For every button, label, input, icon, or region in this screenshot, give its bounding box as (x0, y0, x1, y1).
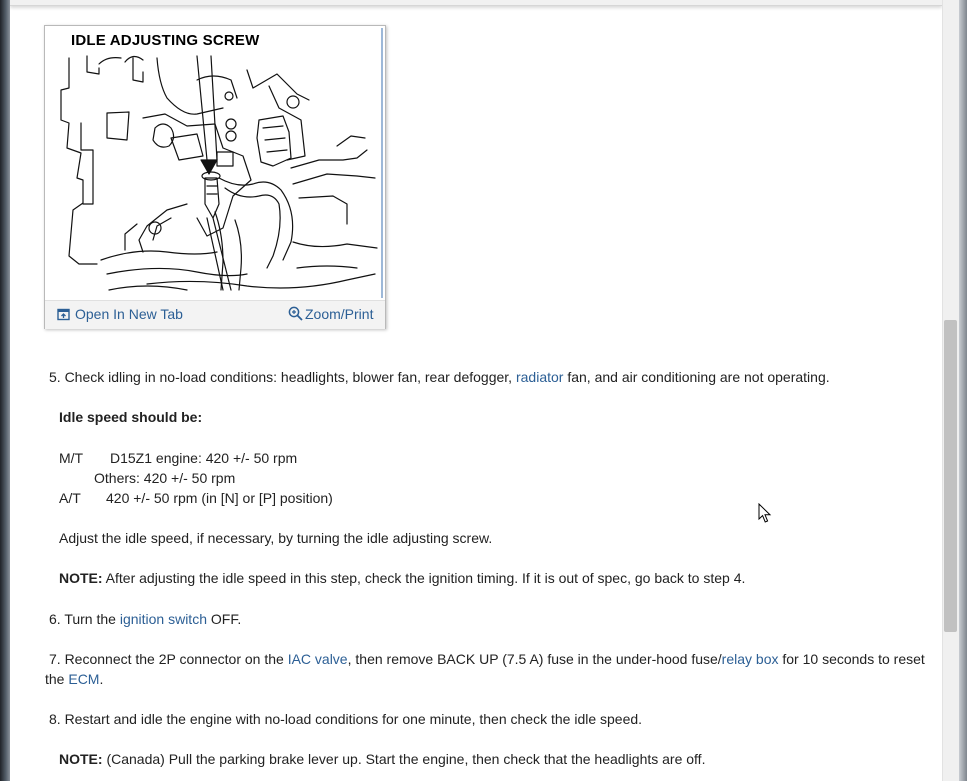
mt-label: M/T (59, 450, 84, 466)
mt-value: D15Z1 engine: 420 +/- 50 rpm (110, 450, 298, 466)
note-1-text: After adjusting the idle speed in this step, check the ignition timing. If it is out of spec, go back to step 4. (102, 570, 746, 586)
step-6-text-start: 6. Turn the (49, 611, 120, 627)
step-7-line-2-start: the (45, 671, 69, 687)
figure-card (44, 25, 386, 329)
at-label: A/T (59, 490, 81, 506)
window-left-edge (0, 0, 10, 781)
at-value: 420 +/- 50 rpm (in [N] or [P] position) (106, 490, 333, 506)
step-7-text-start: 7. Reconnect the 2P connector on the (49, 651, 288, 667)
zoom-print-button[interactable] (288, 304, 373, 322)
note-1-label: NOTE: (59, 570, 103, 586)
relay-box-link[interactable]: relay box (721, 651, 779, 667)
adjust-instruction: Adjust the idle speed, if necessary, by turning the idle adjusting screw. (59, 530, 493, 546)
others-value: Others: 420 +/- 50 rpm (94, 470, 236, 486)
figure-footer (45, 300, 385, 329)
magnifier-icon (288, 306, 303, 321)
figure-illustration[interactable] (47, 28, 383, 298)
step-7 (49, 649, 925, 669)
note-2 (59, 749, 705, 769)
step-7-text-middle: , then remove BACK UP (7.5 A) fuse in the under-hood fuse/ (347, 651, 722, 667)
note-2-text: (Canada) Pull the parking brake lever up. Start the engine, then check that the headlights are off. (102, 751, 706, 767)
step-7-line-2-end: . (99, 671, 104, 687)
step-7-line-2 (45, 669, 103, 689)
note-2-label: NOTE: (59, 751, 103, 767)
note-1 (59, 568, 745, 588)
step-5 (49, 367, 830, 387)
ecm-link[interactable]: ECM (68, 671, 100, 687)
step-5-text-start: 5. Check idling in no-load conditions: headlights, blower fan, rear defogger, (49, 369, 516, 385)
open-in-new-tab-button[interactable] (57, 306, 183, 322)
mouse-pointer-icon (758, 503, 772, 524)
document-page (10, 0, 942, 781)
iac-valve-link[interactable]: IAC valve (287, 651, 348, 667)
step-8: 8. Restart and idle the engine with no-load conditions for one minute, then check the idle speed. (49, 711, 643, 727)
radiator-link[interactable]: radiator (515, 369, 564, 385)
idle-speed-heading: Idle speed should be: (59, 409, 203, 425)
step-5-text-end: fan, and air conditioning are not operating. (563, 369, 830, 385)
step-6-text-end: OFF. (206, 611, 242, 627)
open-in-new-tab-label: Open In New Tab (75, 306, 183, 322)
ignition-switch-link[interactable]: ignition switch (119, 611, 207, 627)
step-6 (49, 609, 241, 629)
zoom-print-label: Zoom/Print (305, 306, 374, 322)
scrollbar-thumb[interactable] (944, 320, 957, 632)
figure-title: IDLE ADJUSTING SCREW (71, 32, 260, 49)
engine-diagram-illustration (47, 28, 381, 298)
step-7-text-end: for 10 seconds to reset (778, 651, 925, 667)
window-right-edge (959, 0, 967, 781)
open-new-tab-icon (57, 308, 70, 321)
top-header-strip (10, 0, 942, 6)
